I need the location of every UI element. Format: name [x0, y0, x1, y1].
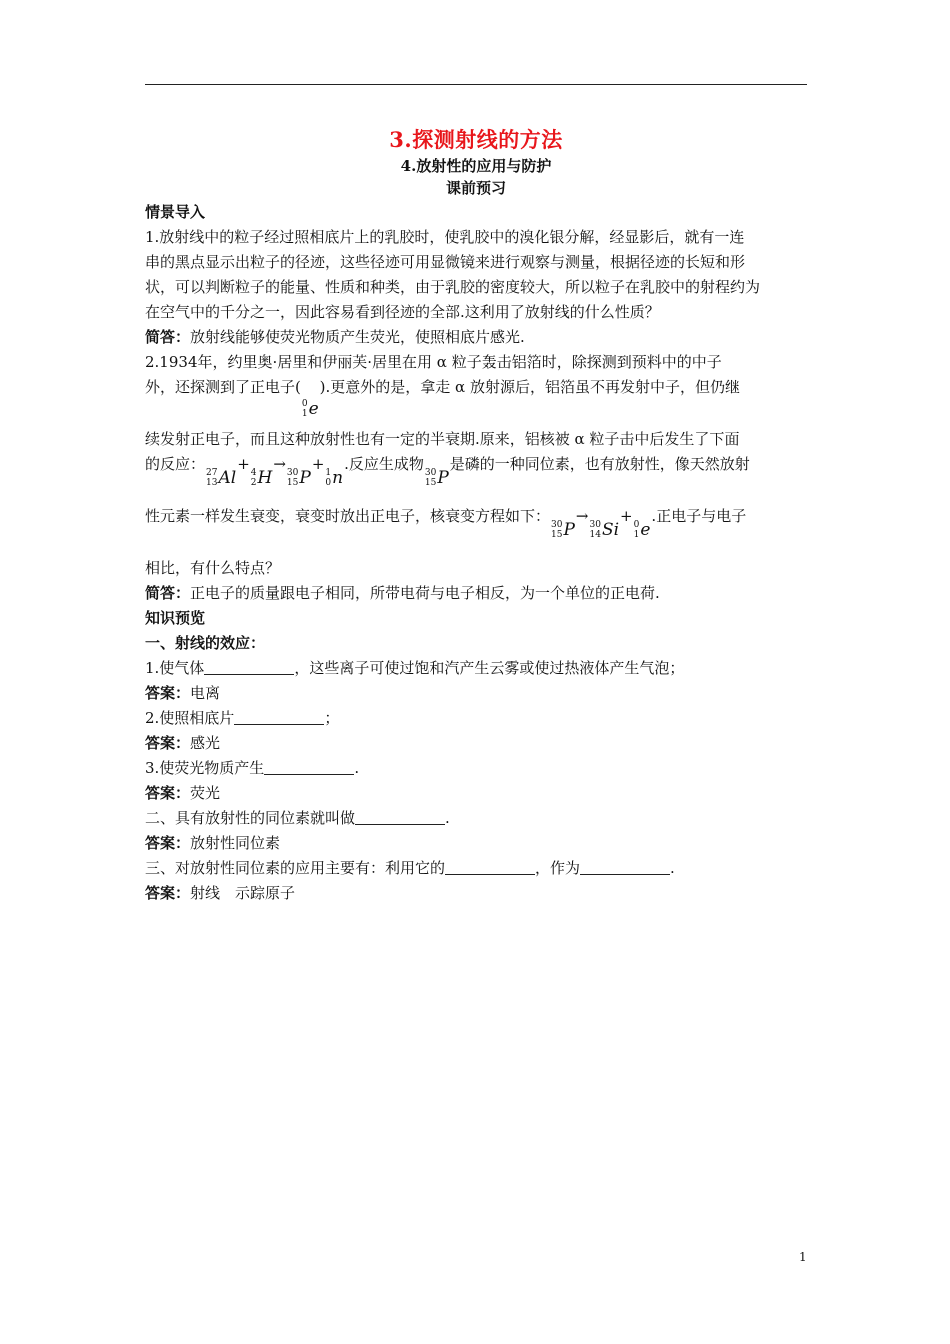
section-title: 课前预习 [445, 179, 506, 197]
arrow-op: → [575, 507, 589, 525]
blank-5[interactable] [445, 859, 535, 875]
blank-6[interactable] [580, 859, 670, 875]
blank-1[interactable] [204, 659, 294, 675]
nuclide-al: 27 13 Al [206, 468, 237, 488]
section-2: 二、具有放射性的同位素就叫做 . [145, 809, 450, 827]
blank-4[interactable] [355, 809, 445, 825]
q2-line-4a: 的反应： [145, 455, 206, 473]
nuclide-si: 30 14 Si [589, 520, 620, 540]
q2-line-5b: .正电子与电子 [651, 507, 747, 525]
plus-op: + [311, 455, 325, 473]
answer-label: 简答： [145, 328, 191, 346]
q1-line-2: 串的黑点显示出粒子的径迹，这些径迹可用显微镜来进行观察与测量，根据径迹的长短和形 [145, 253, 746, 271]
q2-line-5a: 性元素一样发生衰变，衰变时放出正电子，核衰变方程如下： [145, 507, 551, 525]
nuclide-p: 30 15 P [286, 468, 311, 488]
answer-1 [145, 325, 809, 350]
q2-line-4c: 是磷的一种同位素，也有放射性，像天然放射 [449, 455, 750, 473]
item-3: 3.使荧光物质产生 . [145, 759, 360, 777]
plus-op: + [620, 507, 633, 525]
answer-1-text: 放射线能够使荧光物质产生荧光，使照相底片感光. [190, 328, 525, 346]
answer-2-text: 正电子的质量跟电子相同，所带电荷与电子相反，为一个单位的正电荷. [190, 584, 660, 602]
intro-heading: 情景导入 [145, 203, 206, 221]
answer-item-2: 答案：感光 [145, 734, 221, 752]
nuclide-p-product: 30 15 P [424, 468, 449, 488]
q1-line-1: 1.放射线中的粒子经过照相底片上的乳胶时，使乳胶中的溴化银分解，经显影后，就有一连 [145, 228, 745, 246]
blank-2[interactable] [234, 709, 324, 725]
q1-line-3: 状，可以判断粒子的能量、性质和种类，由于乳胶的密度较大，所以粒子在乳胶中的射程约为 [145, 278, 761, 296]
nuclide-he: 4 2 H [250, 468, 273, 488]
q1-line-4: 在空气中的千分之一，因此容易看到径迹的全部.这利用了放射线的什么性质？ [145, 303, 660, 321]
header-rule [145, 84, 807, 85]
page-number: 1 [799, 1250, 807, 1264]
positron-nuclide: 0 1 e [301, 399, 319, 419]
q2-line-2 [145, 375, 809, 427]
q2-line-4 [145, 452, 809, 504]
q2-line-6: 相比，有什么特点？ [145, 559, 281, 577]
q2-line-1: 2.1934年，约里奥·居里和伊丽芙·居里在用 α 粒子轰击铝箔时，除探测到预料中的中子 [145, 353, 722, 371]
q2-line-5 [145, 504, 809, 556]
nuclide-n: 1 0 n [325, 468, 344, 488]
section-3: 三、对放射性同位素的应用主要有：利用它的 ，作为 . [145, 859, 675, 877]
preview-heading: 知识预览 [145, 609, 206, 627]
document-body [145, 200, 809, 906]
item-2: 2.使照相底片 ； [145, 709, 340, 727]
q2-line-4b: .反应生成物 [344, 455, 424, 473]
plus-op: + [237, 455, 250, 473]
item-1: 1.使气体 ，这些离子可使过饱和汽产生云雾或使过热液体产生气泡； [145, 659, 685, 677]
effects-heading: 一、射线的效应： [145, 634, 266, 652]
blank-3[interactable] [264, 759, 354, 775]
answer-item-3: 答案：荧光 [145, 784, 221, 802]
arrow-op: → [273, 455, 286, 473]
answer-item-1: 答案：电离 [145, 684, 221, 702]
answer-label: 简答： [145, 584, 191, 602]
page-title: 3.探测射线的方法 [389, 127, 563, 152]
q2-line-3: 续发射正电子，而且这种放射性也有一定的半衰期.原来，铝核被 α 粒子击中后发生了下面 [145, 430, 740, 448]
answer-section-2: 答案：放射性同位素 [145, 834, 281, 852]
q2-line-2b: ).更意外的是，拿走 α 放射源后，铝箔虽不再发射中子，但仍继 [319, 378, 740, 396]
q2-line-2a: 外，还探测到了正电子( [145, 378, 301, 396]
answer-2 [145, 581, 809, 606]
answer-section-3: 答案：射线 示踪原子 [145, 884, 296, 902]
nuclide-p-decay: 30 15 P [551, 520, 575, 540]
nuclide-e-decay: 0 1 e [633, 520, 651, 540]
page-subtitle: 4.放射性的应用与防护 [400, 157, 552, 175]
